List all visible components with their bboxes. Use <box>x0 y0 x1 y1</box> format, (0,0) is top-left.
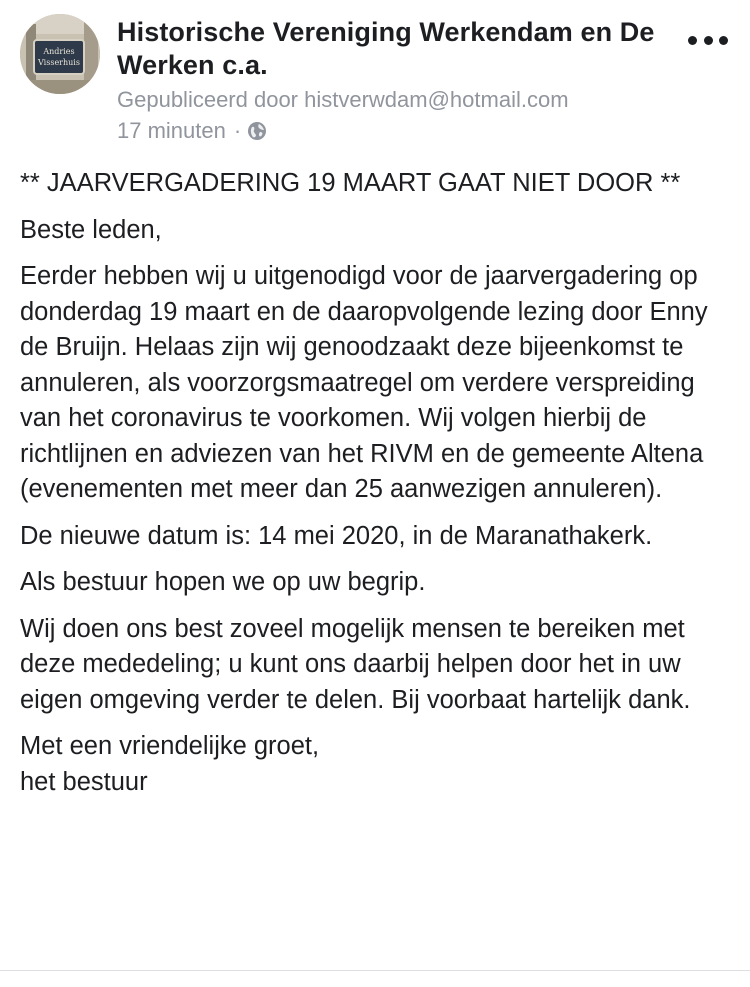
post-paragraph: De nieuwe datum is: 14 mei 2020, in de Maranathakerk. <box>20 521 653 550</box>
more-dot <box>688 36 697 45</box>
post-divider <box>0 970 750 971</box>
post-paragraph: Als bestuur hopen we op uw begrip. <box>20 568 426 596</box>
post-body <box>20 166 735 811</box>
post-time[interactable]: 17 minuten <box>117 118 226 143</box>
closing-line-2: het bestuur <box>20 767 148 796</box>
avatar-sign-line1: Andries <box>43 47 75 56</box>
more-dot <box>704 36 713 45</box>
avatar[interactable] <box>20 14 100 94</box>
avatar-image <box>20 14 100 94</box>
page-name[interactable]: Historische Vereniging Werkendam en De Werken c.a. <box>117 17 655 80</box>
meta-separator: · <box>233 118 242 143</box>
published-by: Gepubliceerd door histverwdam@hotmail.com <box>117 87 569 112</box>
post-closing <box>20 729 735 800</box>
post-meta <box>117 118 267 144</box>
avatar-sign-line2: Visserhuis <box>38 58 80 67</box>
globe-icon[interactable] <box>247 121 267 141</box>
more-dot <box>719 36 728 45</box>
post-greeting: Beste leden, <box>20 215 162 244</box>
post-paragraph: Eerder hebben wij u uitgenodigd voor de jaarvergadering op donderdag 19 maart en de daaropvolgende lezing door Enny de Bruijn. Helaas zijn wij genoodzaakt deze bijeenkomst te annuleren, als voorzorgsmaatregel om verdere verspreiding van het coronavirus te voorkomen. Wij volgen hierbij de richtlijnen en adviezen van het RIVM en de gemeente Altena (evenementen met meer dan 25 aanwezigen annuleren). <box>20 262 708 503</box>
more-options-icon[interactable] <box>688 30 728 50</box>
post-paragraph: Wij doen ons best zoveel mogelijk mensen te bereiken met deze mededeling; u kunt ons daarbij helpen door het in uw eigen omgeving verder te delen. Bij voorbaat hartelijk dank. <box>20 614 691 714</box>
post-headline: ** JAARVERGADERING 19 MAART GAAT NIET DOOR ** <box>20 169 681 197</box>
closing-line-1: Met een vriendelijke groet, <box>20 732 320 760</box>
